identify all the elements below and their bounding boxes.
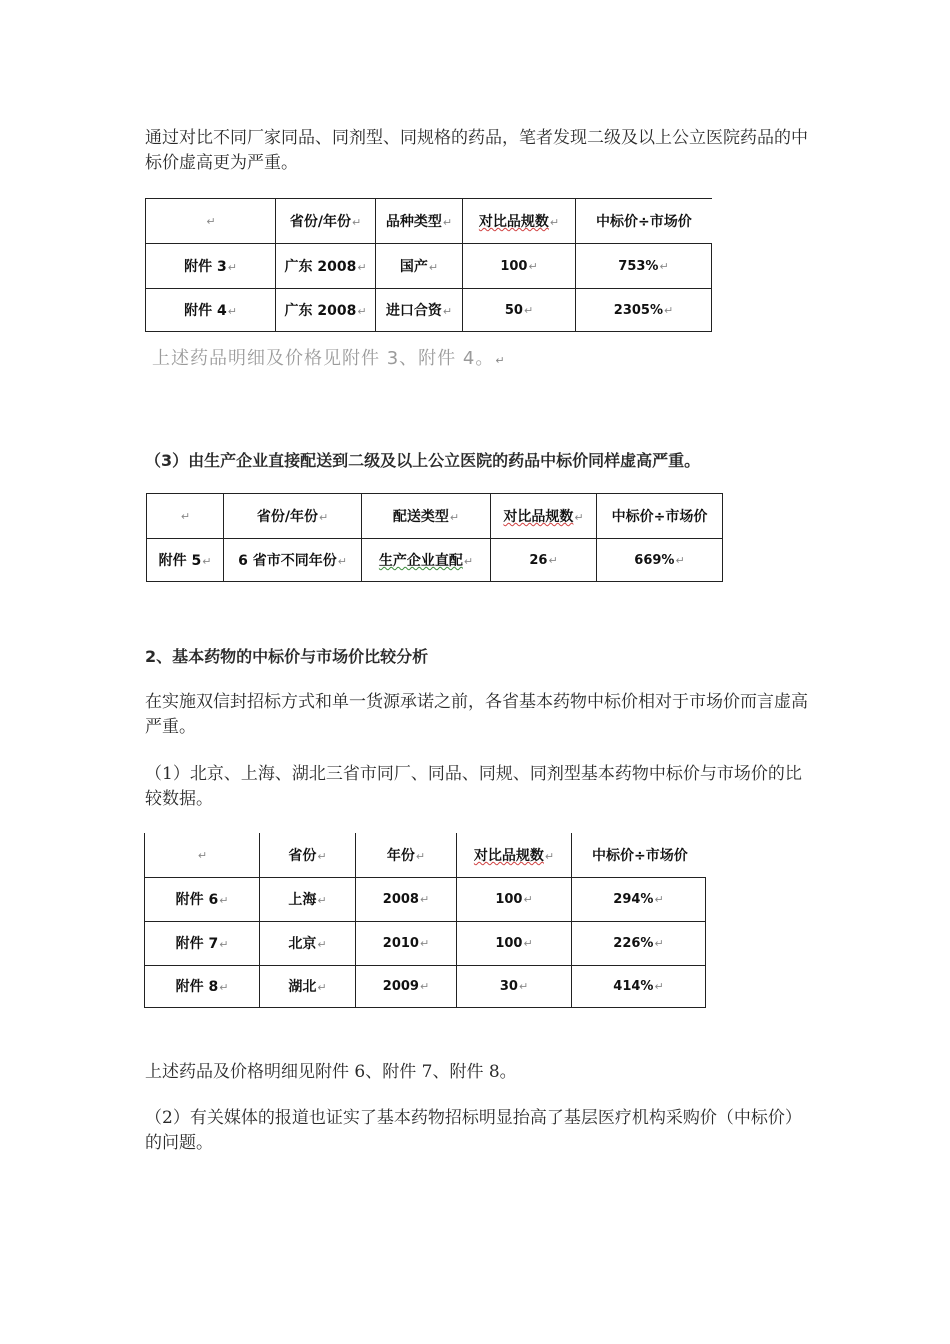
table-header-row xyxy=(146,199,712,244)
table-row xyxy=(146,244,712,289)
table-cell: 附件 7↵ xyxy=(145,921,260,965)
table-header-cell: 省份↵ xyxy=(260,833,356,877)
table-comparison-provinces xyxy=(144,833,706,1008)
table-row xyxy=(147,539,723,582)
table-cell: 226%↵ xyxy=(572,921,706,965)
table-row xyxy=(145,921,706,965)
table-cell: 414%↵ xyxy=(572,965,706,1007)
section-heading: 2、基本药物的中标价与市场价比较分析 xyxy=(145,647,429,666)
table-header-cell: 中标价÷市场价 xyxy=(576,199,712,244)
table-header-cell: 中标价÷市场价 xyxy=(597,494,723,539)
table-cell: 669%↵ xyxy=(597,539,723,582)
table-header-cell: 中标价÷市场价 xyxy=(572,833,706,877)
table-cell: 2009↵ xyxy=(356,965,457,1007)
paragraph-intro: 通过对比不同厂家同品、同剂型、同规格的药品，笔者发现二级及以上公立医院药品的中标价虚高更为严重。 xyxy=(145,128,808,173)
table-header-cell: 年份↵ xyxy=(356,833,457,877)
table-cell: 2305%↵ xyxy=(576,289,712,332)
table-header-cell: 省份/年份↵ xyxy=(224,494,362,539)
table-comparison-guangdong xyxy=(145,198,712,332)
table-row xyxy=(145,965,706,1007)
table-cell: 生产企业直配↵ xyxy=(362,539,491,582)
table-header-cell: ↵ xyxy=(145,833,260,877)
paragraph-attachments: 上述药品及价格明细见附件 6、附件 7、附件 8。 xyxy=(145,1062,517,1082)
table-header-cell: 对比品规数↵ xyxy=(457,833,572,877)
table-cell: 753%↵ xyxy=(576,244,712,289)
paragraph-basic-drugs: 在实施双信封招标方式和单一货源承诺之前，各省基本药物中标价相对于市场价而言虚高严重。 xyxy=(145,692,808,737)
table-cell: 广东 2008↵ xyxy=(276,289,376,332)
table-cell: 国产↵ xyxy=(376,244,463,289)
table-cell: 6 省市不同年份↵ xyxy=(224,539,362,582)
table-cell: 附件 8↵ xyxy=(145,965,260,1007)
table-cell: 100↵ xyxy=(457,877,572,921)
table-header-cell: 品种类型↵ xyxy=(376,199,463,244)
table-cell: 100↵ xyxy=(463,244,576,289)
paragraph-direct-delivery: （3）由生产企业直接配送到二级及以上公立医院的药品中标价同样虚高严重。 xyxy=(145,451,701,470)
table-cell: 湖北↵ xyxy=(260,965,356,1007)
table-cell: 北京↵ xyxy=(260,921,356,965)
table-cell: 附件 5↵ xyxy=(147,539,224,582)
table-row xyxy=(145,877,706,921)
table-header-cell: ↵ xyxy=(147,494,224,539)
table-cell: 附件 6↵ xyxy=(145,877,260,921)
table-comparison-direct-delivery xyxy=(146,493,723,582)
table-cell: 附件 3↵ xyxy=(146,244,276,289)
paragraph-media-reports: （2）有关媒体的报道也证实了基本药物招标明显抬高了基层医疗机构采购价（中标价）的问题。 xyxy=(145,1108,802,1153)
table-header-row xyxy=(147,494,723,539)
table-cell: 上海↵ xyxy=(260,877,356,921)
table-row xyxy=(146,289,712,332)
table-header-cell: 配送类型↵ xyxy=(362,494,491,539)
table-cell: 50↵ xyxy=(463,289,576,332)
table-header-cell: ↵ xyxy=(146,199,276,244)
table-cell: 100↵ xyxy=(457,921,572,965)
table-header-cell: 对比品规数↵ xyxy=(491,494,597,539)
paragraph-three-provinces: （1）北京、上海、湖北三省市同厂、同品、同规、同剂型基本药物中标价与市场价的比较数据。 xyxy=(145,764,802,809)
table-cell: 进口合资↵ xyxy=(376,289,463,332)
table-cell: 294%↵ xyxy=(572,877,706,921)
table-cell: 2008↵ xyxy=(356,877,457,921)
table-cell: 26↵ xyxy=(491,539,597,582)
table-header-cell: 省份/年份↵ xyxy=(276,199,376,244)
table-caption: 上述药品明细及价格见附件 3、附件 4。↵ xyxy=(152,348,506,369)
table-header-cell: 对比品规数↵ xyxy=(463,199,576,244)
table-cell: 广东 2008↵ xyxy=(276,244,376,289)
table-cell: 30↵ xyxy=(457,965,572,1007)
table-header-row xyxy=(145,833,706,877)
table-cell: 附件 4↵ xyxy=(146,289,276,332)
table-cell: 2010↵ xyxy=(356,921,457,965)
